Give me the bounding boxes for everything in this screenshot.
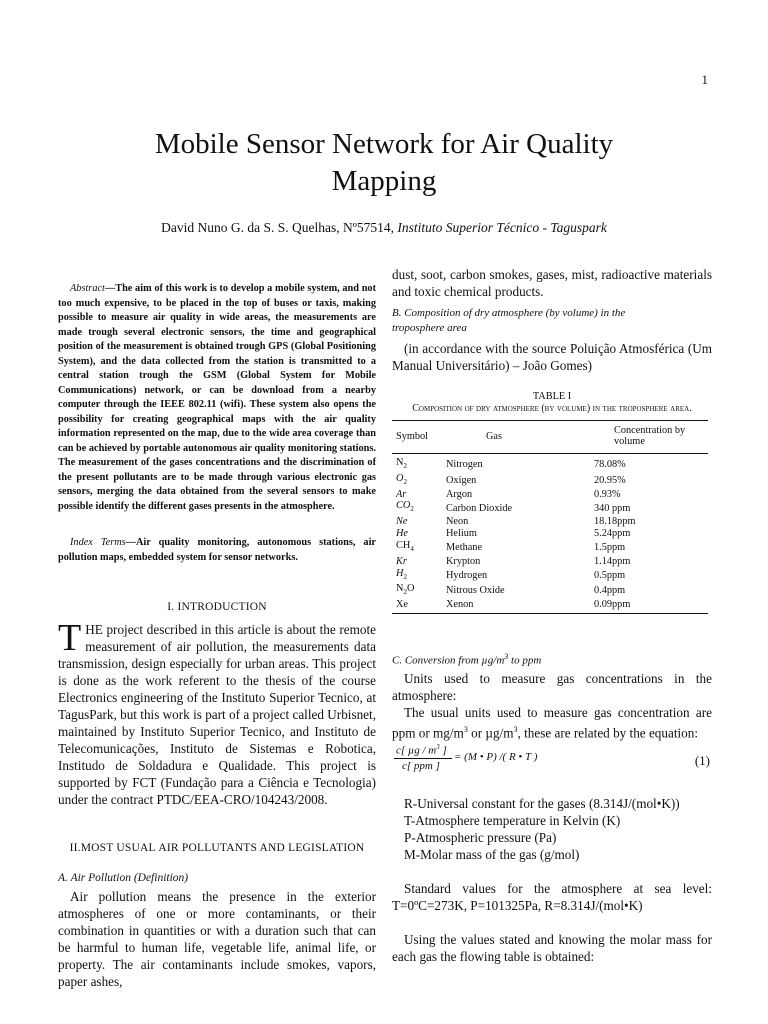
title-line-2: Mapping [331, 165, 437, 197]
variable-p: P-Atmospheric pressure (Pa) [404, 830, 557, 846]
abstract-lead: Abstract [70, 283, 105, 294]
table-row [392, 516, 708, 528]
equation-1 [392, 743, 712, 777]
fraction-bar [394, 758, 452, 759]
section-heading-introduction: I. INTRODUCTION [167, 601, 267, 613]
cell-concentration: 0.93% [594, 488, 621, 500]
header-gas: Gas [446, 421, 594, 454]
table-row [392, 556, 708, 568]
cell-concentration: 0.5ppm [594, 569, 626, 581]
author-line [60, 220, 708, 236]
index-terms [58, 536, 376, 565]
variable-r: R-Universal constant for the gases (8.314J/(mol•K)) [404, 796, 680, 812]
subsection-heading-b: B. Composition of dry atmosphere (by volume) in the troposphere area [392, 307, 626, 334]
equation-number: (1) [694, 753, 710, 769]
introduction-text: HE project described in this article is about the remote measurement of air pollution, the measurements data transmission, design especially for urban areas. This project is done as the work referent to the thesis of the course Electronics engineering of the Instituto Superior Tecnico, at TagusPark, but this work is part of a project called Urbisnet, maintained by Instituto Superior Tecnico, and Instituto de Telecomunicações, Instituto de Sistemas e Robotica, Institudo de Soldadura e Qualidade. This project is supported by FCT (Fundação para a Ciência e Tecnologia) under the contract PTDC/EEA-CRO/104243/2008. [58, 622, 376, 807]
cell-gas: Nitrogen [446, 459, 483, 471]
author-name: David Nuno G. da S. S. Quelhas, Nº57514, [161, 220, 395, 235]
cell-symbol: Xe [392, 599, 446, 613]
cell-gas: Krypton [446, 555, 481, 567]
table-label: TABLE I [532, 391, 572, 402]
table-row [392, 473, 708, 489]
air-pollution-continued: dust, soot, carbon smokes, gases, mist, radioactive materials and toxic chemical products. [392, 267, 712, 299]
source-note: (in accordance with the source Poluição Atmosférica (Um Manual Universitário) – João Gomes) [392, 341, 712, 373]
right-column [392, 266, 712, 965]
cell-symbol: $CO_2$ [396, 500, 414, 514]
table-row [392, 528, 708, 540]
table-body [392, 454, 708, 614]
cell-symbol: $H_2$ [396, 567, 407, 581]
cell-concentration: 1.14ppm [594, 555, 631, 567]
variable-t: T-Atmosphere temperature in Kelvin (K) [404, 813, 621, 829]
table-row [392, 489, 708, 501]
cell-concentration: 1.5ppm [594, 541, 626, 553]
cell-symbol: $CH_4$ [396, 539, 414, 553]
table-caption: Composition of dry atmosphere (by volume) in the troposphere area. [412, 403, 692, 414]
variable-m: M-Molar mass of the gas (g/mol) [404, 847, 580, 863]
author-affiliation: Instituto Superior Técnico - Taguspark [397, 220, 607, 235]
air-pollution-text: Air pollution means the presence in the exterior atmospheres of one or more contaminants, or their combination in quantities or with a duration such that can be harmful to human life, vegetable life, animal life, or property. The air contaminants include smokes, vapors, paper ashes, [58, 889, 376, 989]
index-terms-text: —Air quality monitoring, autonomous stations, air pollution maps, embedded system for sensor networks. [58, 537, 376, 563]
title-line-1: Mobile Sensor Network for Air Quality [154, 128, 614, 160]
cell-gas: Helium [446, 528, 477, 540]
variable-list [392, 795, 712, 863]
cell-gas: Nitrous Oxide [446, 585, 505, 597]
cell-symbol: Kr [396, 555, 407, 567]
cell-gas: Argon [446, 488, 473, 500]
abstract-text: —The aim of this work is to develop a mobile system, and not too much expensive, to be placed in the top of buses or taxis, making possible to measure air quality in wide areas, the measurements are made trough several electronic sensors, the time and geographical position of the measurement is obtained trough GPS (Global Positioning System), and the data collected from the station is transmitted to a central station trough the GSM (Global System for Mobile Communications) network, or can be download from a nearby computer through the IEEE 802.11 (wifi). These system also opens the possibility for creating geographical maps with the air quality information represented on the map, due to the wide area coverage than can be achieved by portable autonomous air quality monitoring stations. The measurement of the gases concentrations and the discrimination of the present pollutants are to be made through various electronic gas sensors, merging the data obtained from the several sensors to make possible identify the different gases presents in the atmosphere. [58, 283, 376, 512]
cell-concentration: 5.24ppm [594, 528, 631, 540]
gas-composition-table [392, 420, 708, 614]
cell-gas: Carbon Dioxide [446, 502, 513, 514]
cell-symbol: He [396, 528, 409, 540]
table-row [392, 568, 708, 584]
table-row [392, 540, 708, 556]
cell-gas: Oxigen [446, 474, 477, 486]
cell-concentration: 20.95% [594, 474, 626, 486]
cell-concentration: 78.08% [594, 459, 626, 471]
standard-values: Standard values for the atmosphere at sea level: T=0ºC=273K, P=101325Pa, R=8.314J/(mol•K) [392, 881, 712, 914]
table-header-row [392, 421, 708, 454]
header-symbol: Symbol [392, 421, 446, 454]
cell-symbol: Ar [396, 488, 407, 500]
cell-gas: Hydrogen [446, 569, 488, 581]
equation-rhs: = (M • P) /( R • T ) [454, 751, 538, 764]
section-heading-pollutants: II.MOST USUAL AIR POLLUTANTS AND LEGISLATION [69, 842, 365, 854]
cell-concentration: 0.4ppm [594, 585, 626, 597]
cell-gas: Neon [446, 516, 469, 528]
table-row [392, 583, 708, 599]
paper-title [60, 126, 708, 200]
cell-gas: Methane [446, 541, 483, 553]
cell-concentration: 18.18ppm [594, 516, 636, 528]
conversion-intro: Units used to measure gas concentrations in the atmosphere: [392, 670, 712, 703]
introduction-body [58, 617, 376, 808]
cell-gas: Xenon [446, 599, 594, 613]
drop-cap: T [58, 617, 82, 659]
left-column [58, 282, 376, 990]
cell-symbol: $N_2O$ [396, 583, 415, 597]
conversion-units: The usual units used to measure gas concentration are ppm or $mg/m^3$ or $\mu g/m^3$, these are related by the equation: [392, 704, 712, 741]
header-concentration: Concentration by volume [594, 421, 708, 454]
cell-concentration: 0.09ppm [594, 599, 708, 613]
index-terms-lead: Index Terms [70, 537, 126, 548]
table-row [392, 454, 708, 473]
cell-symbol: Ne [396, 516, 408, 528]
table-row [392, 599, 708, 613]
equation-numerator: c[ µg / $m^3$ ] [396, 743, 447, 757]
equation-denominator: c[ ppm ] [402, 760, 440, 773]
subsection-heading-c: C. Conversion from $\mu g/m^3$ to ppm [392, 652, 542, 667]
page-number: 1 [701, 72, 708, 87]
abstract [58, 282, 376, 514]
subsection-heading-a: A. Air Pollution (Definition) [58, 872, 189, 884]
molar-mass-intro: Using the values stated and knowing the molar mass for each gas the flowing table is obtained: [392, 932, 712, 965]
cell-symbol: $N_2$ [396, 457, 407, 471]
table-row [392, 500, 708, 516]
cell-symbol: $O_2$ [396, 472, 407, 486]
cell-concentration: 340 ppm [594, 502, 631, 514]
